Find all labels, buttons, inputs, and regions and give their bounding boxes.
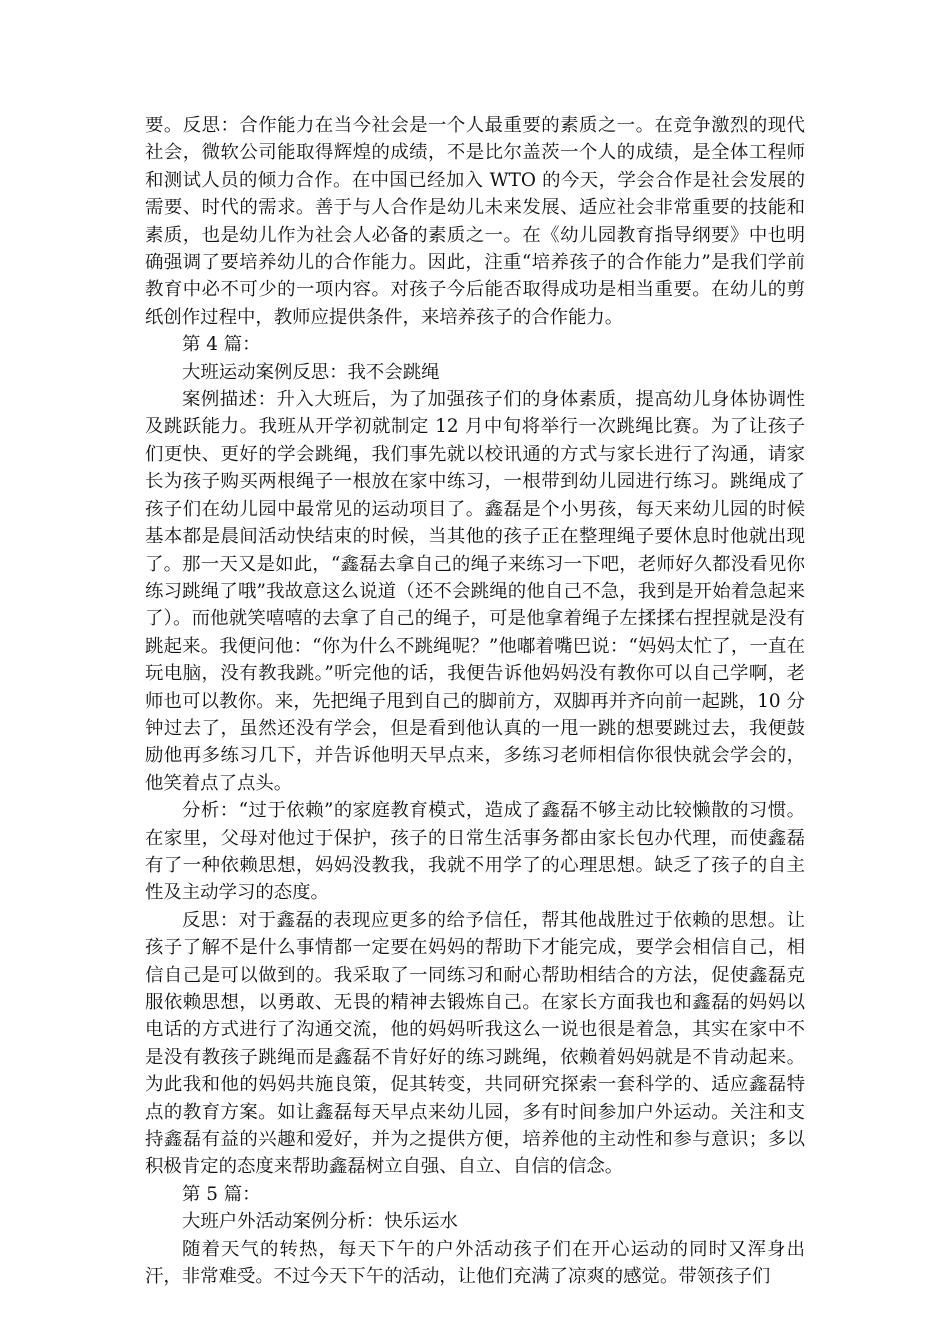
section-heading-part-5: 第 5 篇：: [182, 1183, 261, 1205]
paragraph-cooperation-reflection: 要。反思：合作能力在当今社会是一个人最重要的素质之一。在竞争激烈的现代社会，微软公司能取得辉煌的成绩，不是比尔盖茨一个人的成绩，是全体工程师和测试人员的倾力合作。在中国已经加入 WTO 的今天，学会合作是社会发展的需要、时代的需求。善于与人合作是幼儿未来发展、适应社会非常重要的技能和素质，也是幼儿作为社会人必备的素质之一。在《幼儿园教育指导纲要》中也明确强调了要培养幼儿的合作能力。因此，注重“培养孩子的合作能力”是我们学前教育中必不可少的一项内容。对孩子今后能否取得成功是相当重要。在幼儿的剪纸创作过程中，教师应提供条件，来培养孩子的合作能力。: [145, 115, 805, 328]
section-heading-part-4: 第 4 篇：: [182, 334, 261, 356]
document-page: [145, 112, 805, 1290]
paragraph-analysis: 分析：“过于依赖”的家庭教育模式，造成了鑫磊不够主动比较懒散的习惯。在家里，父母对他过于保护，孩子的日常生活事务都由家长包办代理，而使鑫磊有了一种依赖思想，妈妈没教我，我就不用学了的心理思想。缺乏了孩子的自主性及主动学习的态度。: [145, 800, 805, 904]
paragraph-case-description: 案例描述：升入大班后，为了加强孩子们的身体素质，提高幼儿身体协调性及跳跃能力。我班从开学初就制定 12 月中旬将举行一次跳绳比赛。为了让孩子们更快、更好的学会跳绳，我们事先就以校讯通的方式与家长进行了沟通，请家长为孩子购买两根绳子一根放在家中练习，一根带到幼儿园进行练习。跳绳成了孩子们在幼儿园中最常见的运动项目了。鑫磊是个小男孩，每天来幼儿园的时候基本都是晨间活动快结束的时候，当其他的孩子正在整理绳子要休息时他就出现了。那一天又是如此，“鑫磊去拿自己的绳子来练习一下吧，老师好久都没看见你练习跳绳了哦”我故意这么说道（还不会跳绳的他自己不急，我到是开始着急起来了）。而他就笑嘻嘻的去拿了自己的绳子，可是他拿着绳子左揉揉右捏捏就是没有跳起来。我便问他：“你为什么不跳绳呢？”他嘟着嘴巴说：“妈妈太忙了，一直在玩电脑，没有教我跳。”听完他的话，我便告诉他妈妈没有教你可以自己学啊，老师也可以教你。来，先把绳子甩到自己的脚前方，双脚再并齐向前一起跳，10 分钟过去了，虽然还没有学会，但是看到他认真的一甩一跳的想要跳过去，我便鼓励他再多练习几下，并告诉他明天早点来，多练习老师相信你很快就会学会的，他笑着点了点头。: [145, 389, 805, 794]
article-title-carrying-water: 大班户外活动案例分析：快乐运水: [182, 1211, 458, 1233]
article-title-jump-rope: 大班运动案例反思：我不会跳绳: [182, 361, 440, 383]
paragraph-outdoor-activity: 随着天气的转热，每天下午的户外活动孩子们在开心运动的同时又浑身出汗，非常难受。不过今天下午的活动，让他们充满了凉爽的感觉。带领孩子们: [145, 1238, 805, 1288]
paragraph-reflection: 反思：对于鑫磊的表现应更多的给予信任，帮其他战胜过于依赖的思想。让孩子了解不是什么事情都一定要在妈妈的帮助下才能完成，要学会相信自己，相信自己是可以做到的。我采取了一同练习和耐心帮助相结合的方法，促使鑫磊克服依赖思想，以勇敢、无畏的精神去锻炼自己。在家长方面我也和鑫磊的妈妈以电话的方式进行了沟通交流，他的妈妈听我这么一说也很是着急，其实在家中不是没有教孩子跳绳而是鑫磊不肯好好的练习跳绳，依赖着妈妈就是不肯动起来。为此我和他的妈妈共施良策，促其转变，共同研究探索一套科学的、适应鑫磊特点的教育方案。如让鑫磊每天早点来幼儿园，多有时间参加户外运动。关注和支持鑫磊有益的兴趣和爱好，并为之提供方便，培养他的主动性和参与意识；多以积极肯定的态度来帮助鑫磊树立自强、自立、自信的信念。: [145, 909, 805, 1178]
